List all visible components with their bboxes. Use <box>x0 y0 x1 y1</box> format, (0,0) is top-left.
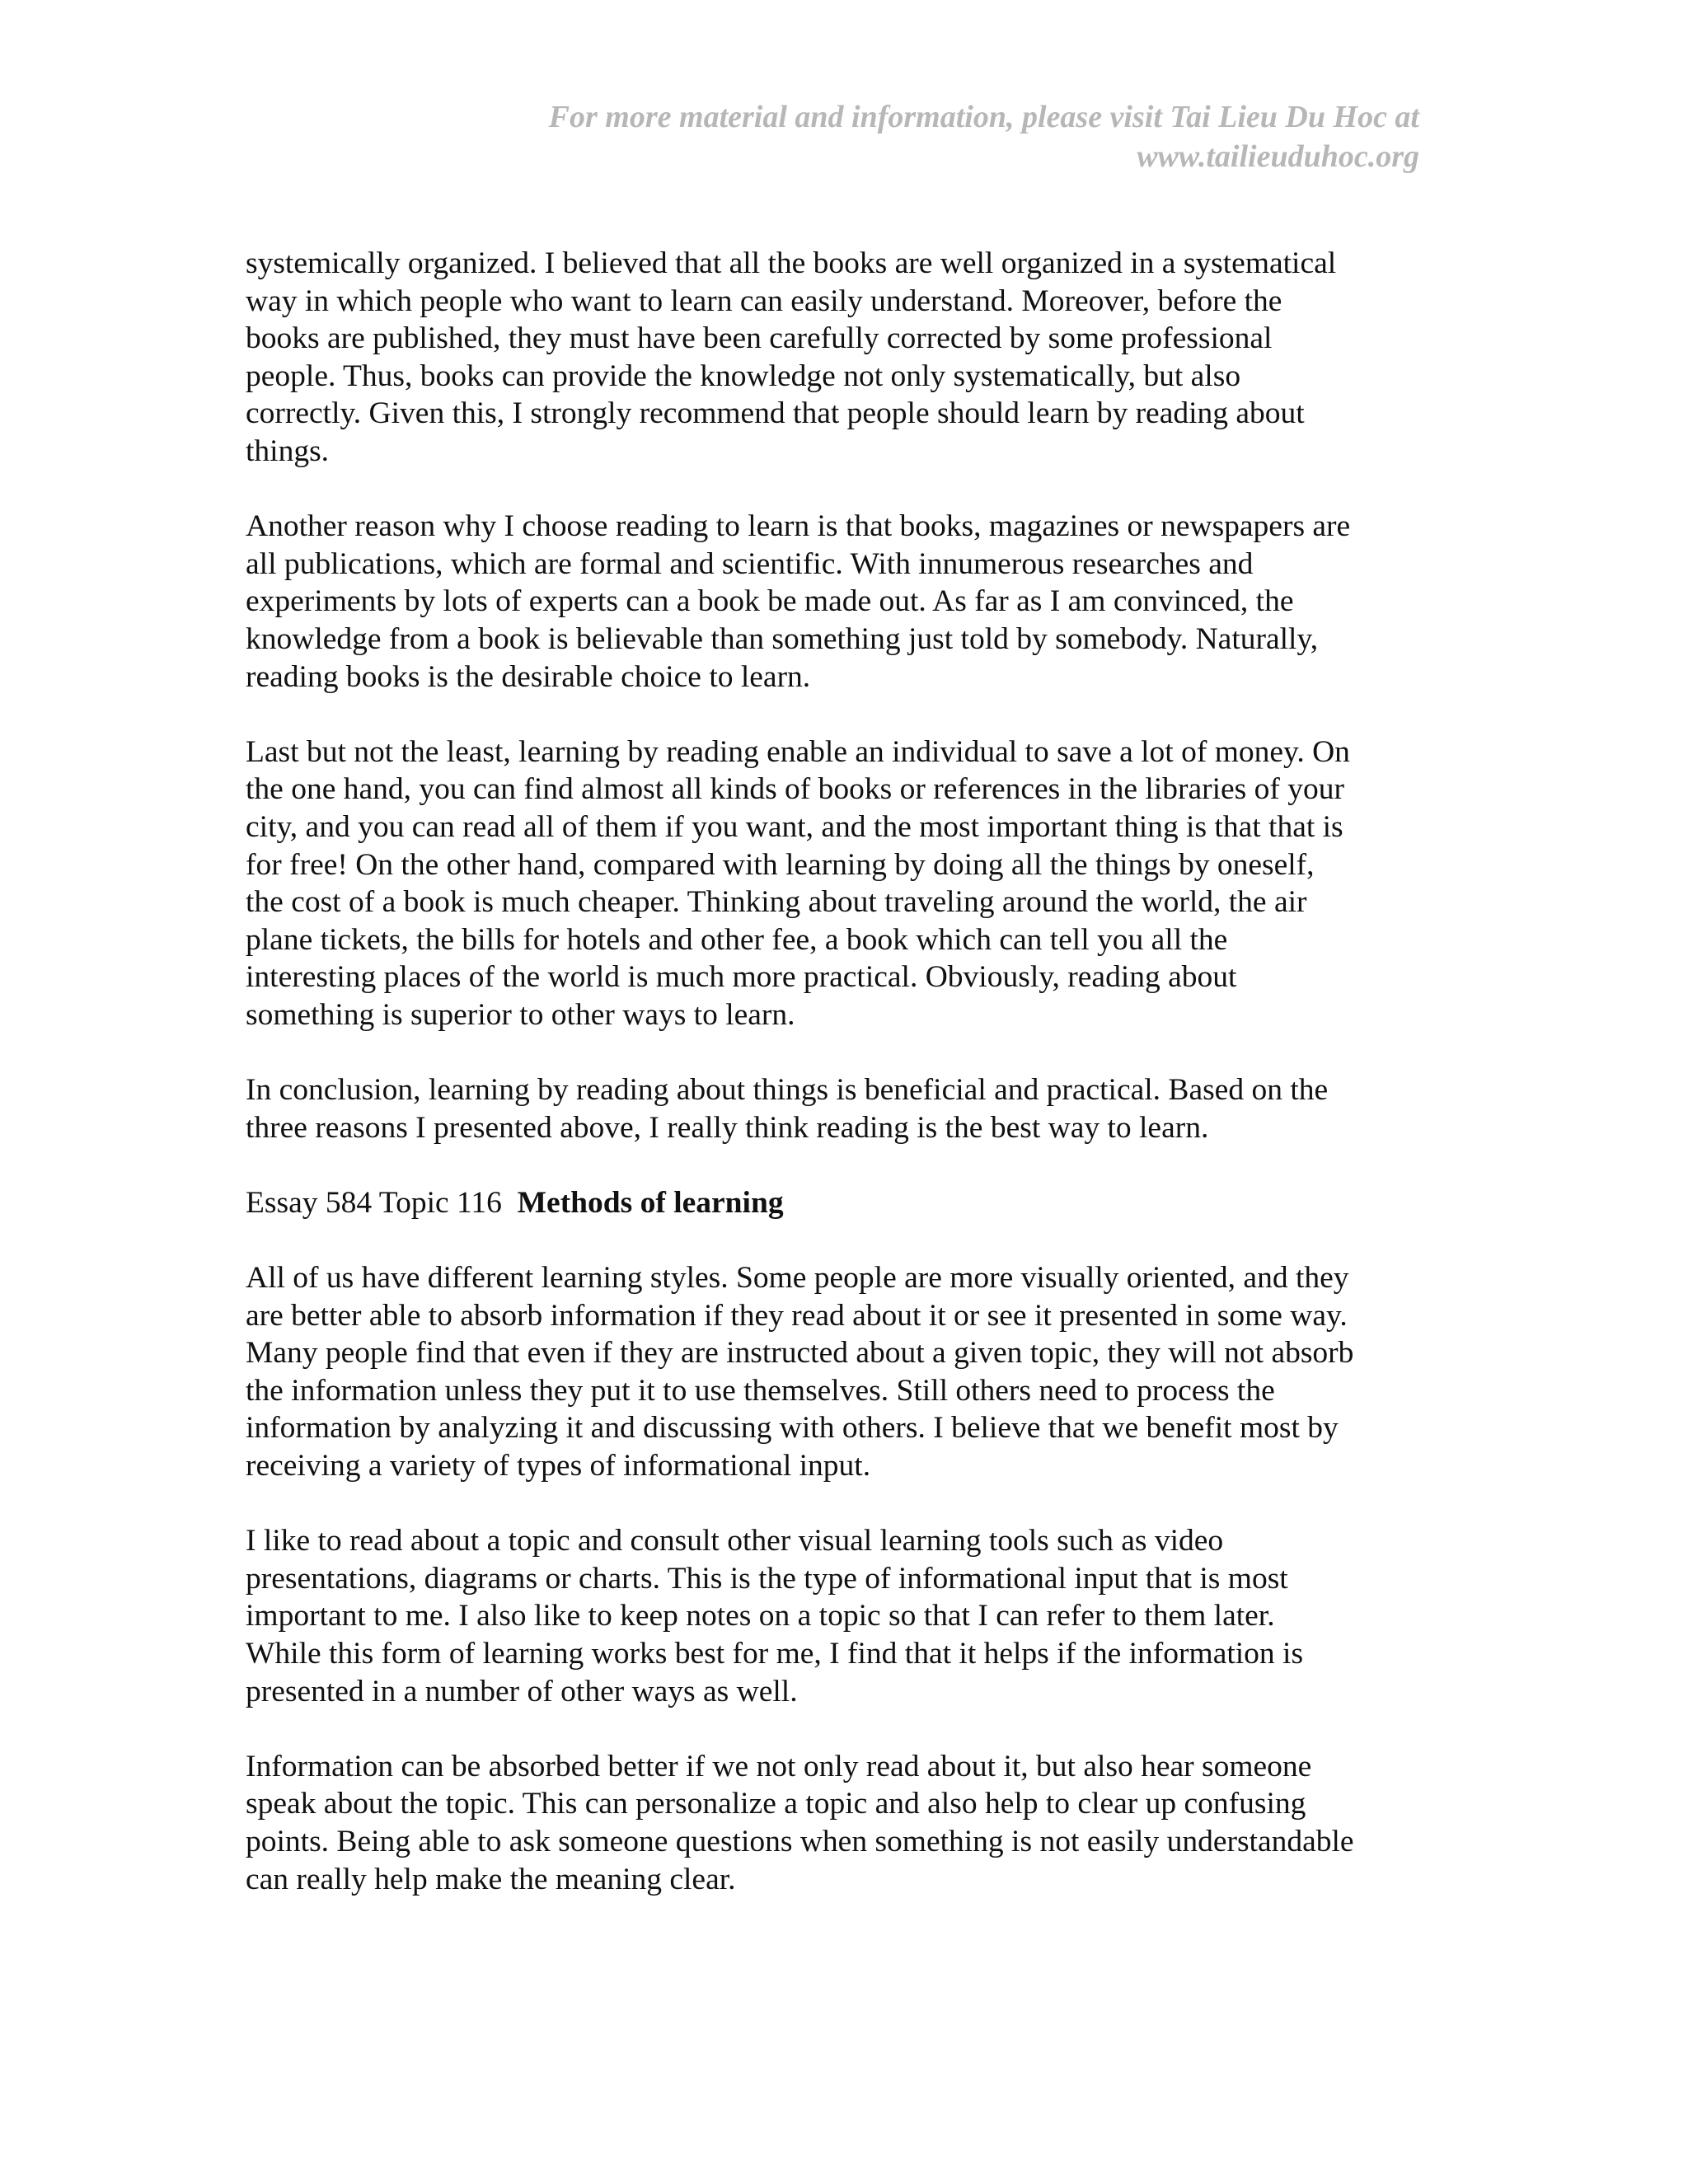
header-line-2: www.tailieuduhoc.org <box>1137 139 1419 174</box>
paragraph-line: things. <box>246 434 330 468</box>
paragraph-line: receiving a variety of types of informational input. <box>246 1449 871 1483</box>
paragraph-line: Last but not the least, learning by reading enable an individual to save a lot of money. On <box>246 734 1350 769</box>
paragraph <box>246 1071 1432 1146</box>
header-line-1: For more material and information, please visit Tai Lieu Du Hoc at <box>548 100 1419 134</box>
paragraph-line: experiments by lots of experts can a book be made out. As far as I am convinced, the <box>246 584 1294 619</box>
essay-heading-title: Methods of learning <box>517 1185 784 1220</box>
paragraph-line: city, and you can read all of them if you want, and the most important thing is that that is <box>246 809 1343 844</box>
paragraph-line: knowledge from a book is believable than something just told by somebody. Naturally, <box>246 621 1319 656</box>
paragraph <box>246 508 1432 696</box>
paragraph-line: the cost of a book is much cheaper. Thinking about traveling around the world, the air <box>246 885 1307 920</box>
paragraph <box>246 733 1432 1034</box>
paragraph-line: books are published, they must have been carefully corrected by some professional <box>246 321 1273 356</box>
paragraph <box>246 1748 1432 1898</box>
paragraph-line: speak about the topic. This can personalize a topic and also help to clear up confusing <box>246 1787 1306 1821</box>
paragraph-line: reading books is the desirable choice to learn. <box>246 659 811 694</box>
paragraph-line: correctly. Given this, I strongly recommend that people should learn by reading about <box>246 396 1305 431</box>
paragraph-line: important to me. I also like to keep notes on a topic so that I can refer to them later. <box>246 1599 1275 1633</box>
paragraph-line: way in which people who want to learn can easily understand. Moreover, before the <box>246 284 1282 318</box>
paragraph-line: people. Thus, books can provide the knowledge not only systematically, but also <box>246 359 1241 393</box>
paragraph-line: are better able to absorb information if they read about it or see it presented in some way. <box>246 1298 1348 1333</box>
paragraph <box>246 1259 1432 1485</box>
paragraph-line: While this form of learning works best for me, I find that it helps if the information is <box>246 1636 1304 1671</box>
essay-heading <box>246 1184 1432 1222</box>
paragraph-line: I like to read about a topic and consult other visual learning tools such as video <box>246 1524 1224 1558</box>
paragraph-line: Many people find that even if they are instructed about a given topic, they will not absorb <box>246 1336 1354 1371</box>
paragraph-line: Another reason why I choose reading to learn is that books, magazines or newspapers are <box>246 509 1351 544</box>
essay-heading-prefix: Essay 584 Topic 116 <box>246 1185 502 1220</box>
paragraph-line: plane tickets, the bills for hotels and other fee, a book which can tell you all the <box>246 922 1228 957</box>
paragraphs-after <box>246 1259 1432 1898</box>
paragraph-line: points. Being able to ask someone questions when something is not easily understandable <box>246 1824 1354 1858</box>
paragraph-line: In conclusion, learning by reading about things is beneficial and practical. Based on the <box>246 1073 1329 1108</box>
paragraphs-before <box>246 245 1432 1146</box>
paragraph-line: the information unless they put it to use themselves. Still others need to process the <box>246 1373 1275 1408</box>
paragraph <box>246 1522 1432 1710</box>
page-header <box>430 97 1419 176</box>
paragraph-line: interesting places of the world is much more practical. Obviously, reading about <box>246 960 1237 995</box>
paragraph-line: information by analyzing it and discussing with others. I believe that we benefit most by <box>246 1411 1339 1446</box>
paragraph <box>246 245 1432 471</box>
paragraph-line: for free! On the other hand, compared with learning by doing all the things by oneself, <box>246 847 1315 882</box>
paragraph-line: presented in a number of other ways as well. <box>246 1674 798 1708</box>
paragraph-line: presentations, diagrams or charts. This is the type of informational input that is most <box>246 1561 1288 1596</box>
paragraph-line: systemically organized. I believed that all the books are well organized in a systematical <box>246 246 1337 280</box>
paragraph-line: All of us have different learning styles. Some people are more visually oriented, and they <box>246 1261 1349 1296</box>
paragraph-line: something is superior to other ways to learn. <box>246 997 795 1032</box>
paragraph-line: Information can be absorbed better if we not only read about it, but also hear someone <box>246 1749 1312 1783</box>
paragraph-line: three reasons I presented above, I really think reading is the best way to learn. <box>246 1110 1209 1145</box>
paragraph-line: the one hand, you can find almost all kinds of books or references in the libraries of your <box>246 772 1344 807</box>
paragraph-line: can really help make the meaning clear. <box>246 1862 736 1896</box>
paragraph-line: all publications, which are formal and scientific. With innumerous researches and <box>246 546 1254 581</box>
document-body <box>246 245 1432 1936</box>
